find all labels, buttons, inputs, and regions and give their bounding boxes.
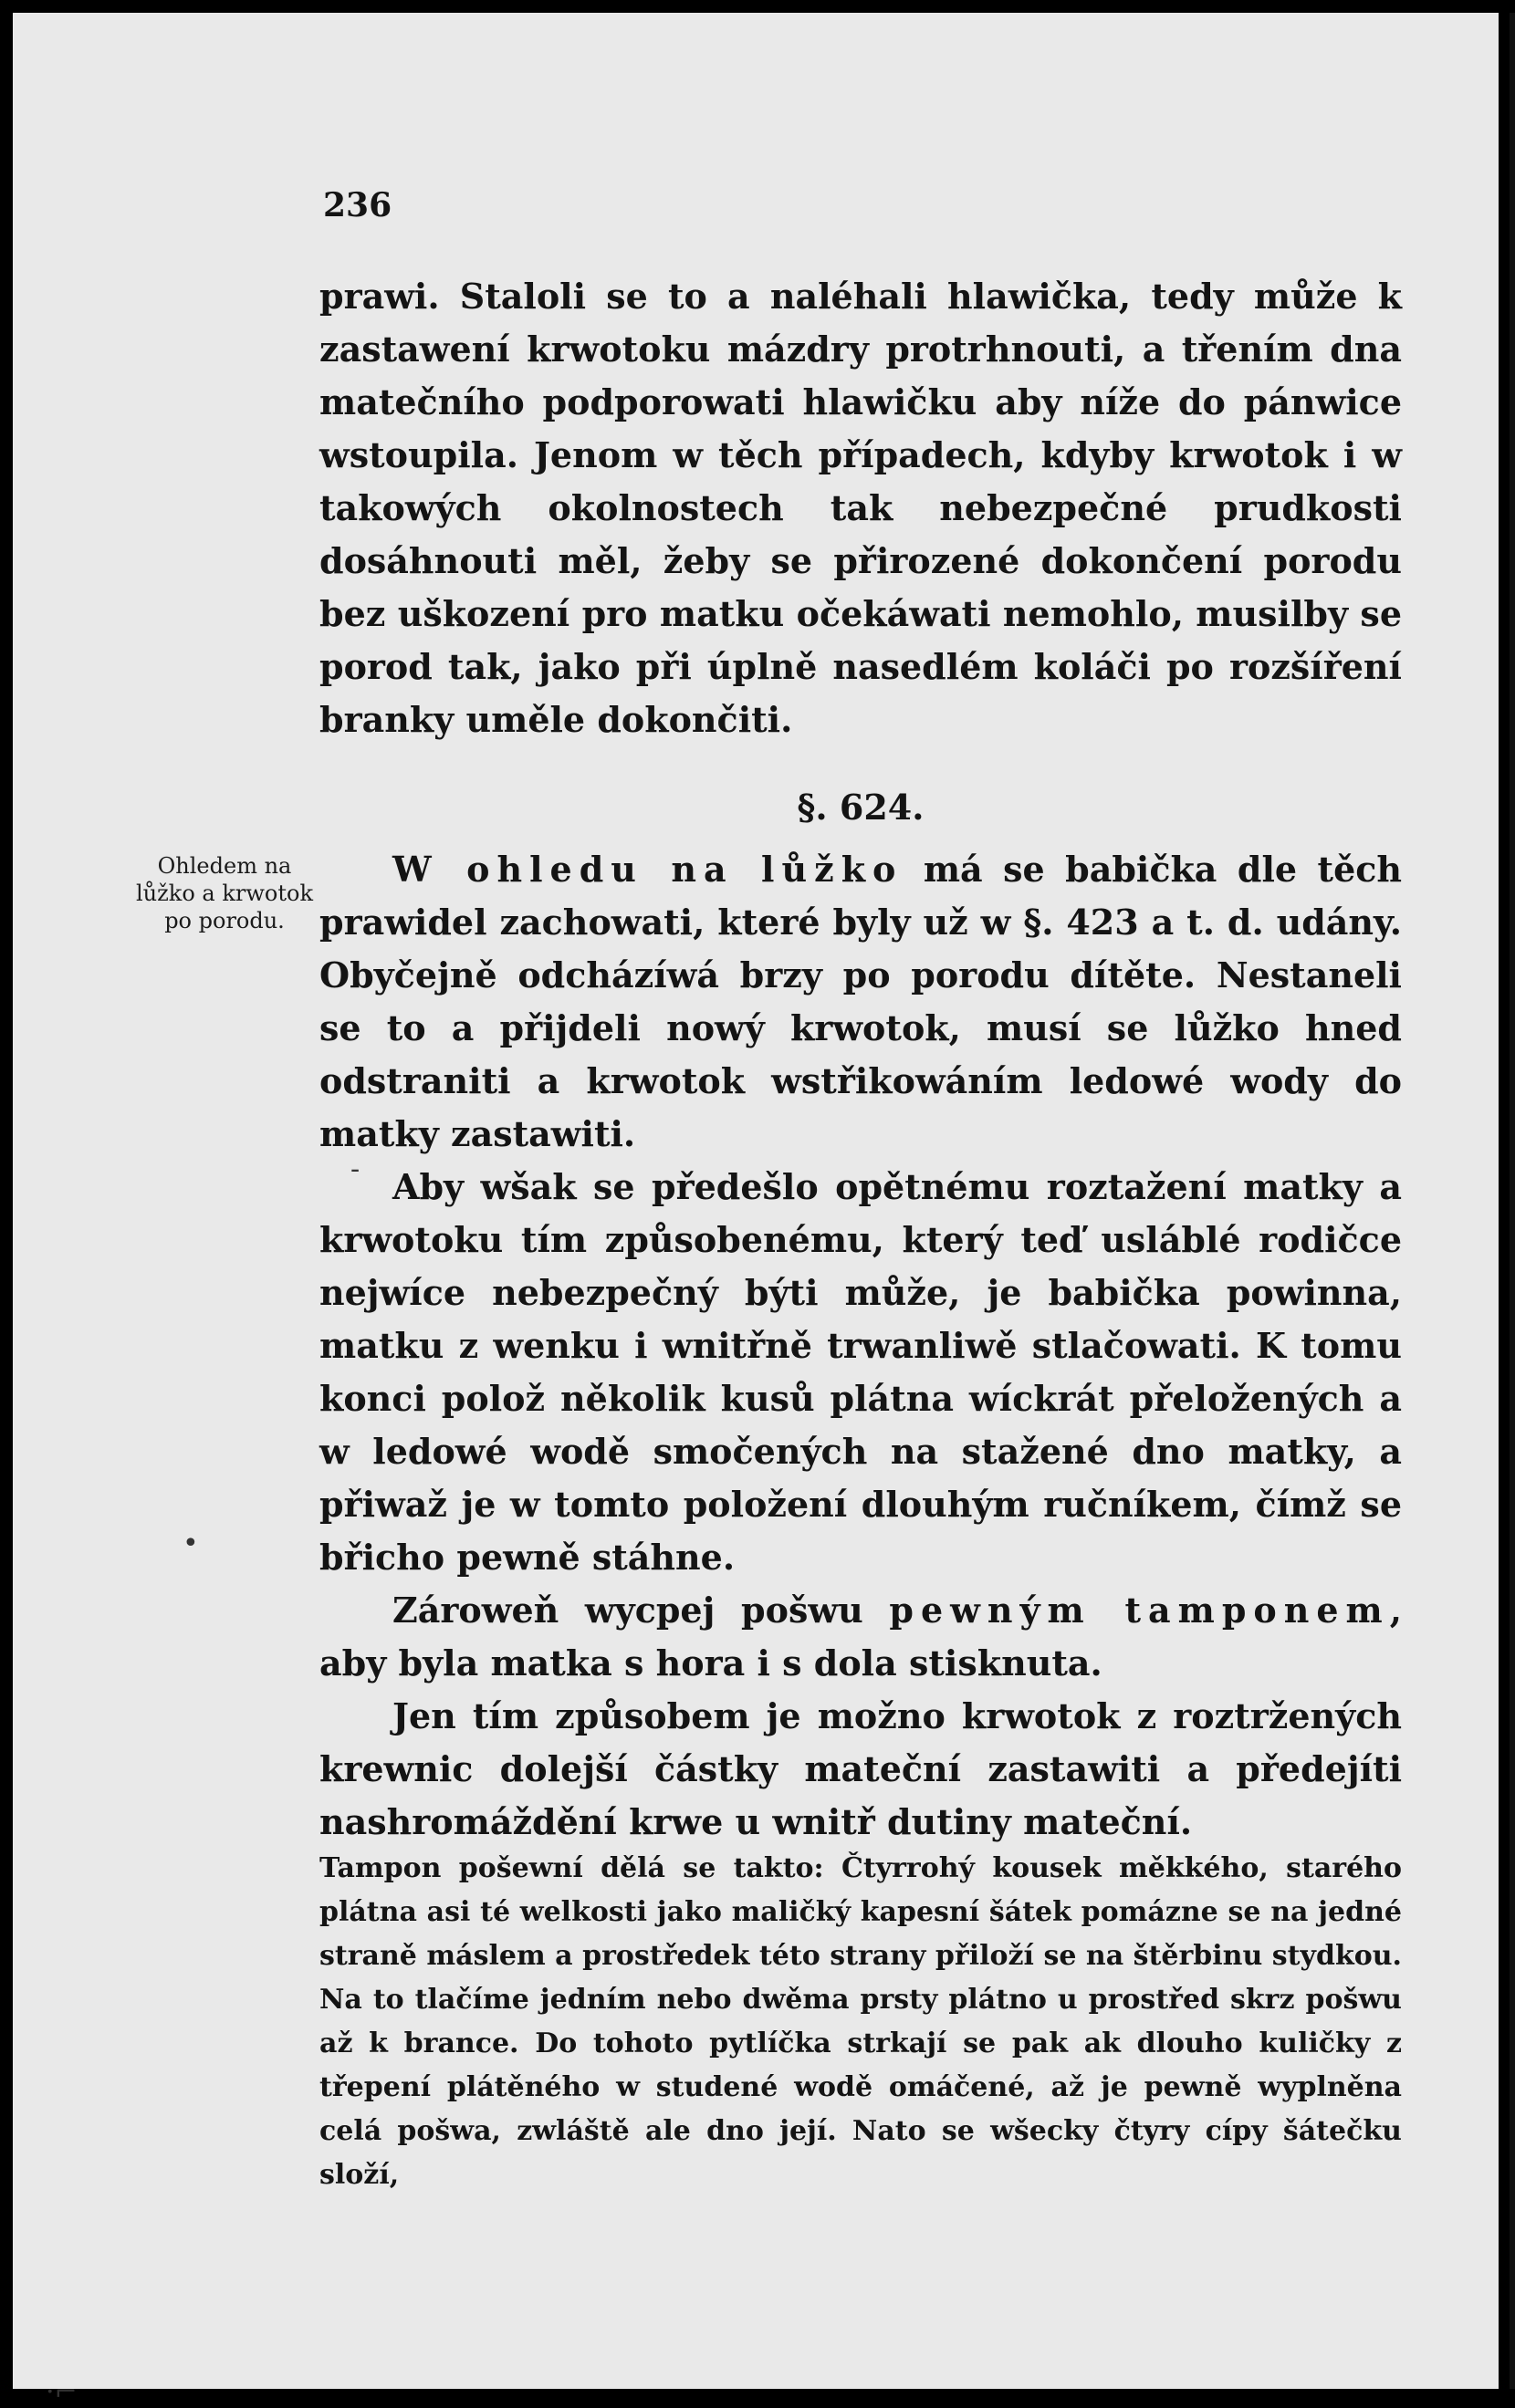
footnote: Tampon pošewní dělá se takto: Čtyrrohý kousek měkkého, starého plátna asi té welkosti jako maličký kapesní šátek pomázne se na jedné straně máslem a prostředek této strany přiloží se na štěrbinu stydkou. Na to tlačíme jedním nebo dwěma prsty plátno u prostřed skrz pošwu až k brance. Do tohoto pytlíčka strkají se pak ak dlouho kuličky z třepení plátěného w studené wodě omáčené, až je pewně wyplněna celá pošwa, zwláště ale dno její. Nato se wšecky čtyry cípy šátečku složí, (319, 1852, 1402, 2191)
paragraph-1-text: prawi. Staloli se to a naléhali hlawička, tedy může k zastawení krwotoku mázdry protrhnouti, a třením dna matečního podporowati hlawičku aby níže do pánwice wstoupila. Jenom w těch případech, kdyby krwotok i w takowých okolnostech tak nebezpečné prudkosti dosáhnouti měl, žeby se přirozené dokončení porodu bez uškození pro matku očekáwati nemohlo, musilby se porod tak, jako při úplně nasedlém koláči po rozšíření branky uměle dokončiti. (319, 276, 1402, 740)
page-edge (1510, 13, 1515, 2389)
margin-dash: - (350, 1153, 360, 1185)
page-number: 236 (323, 186, 392, 224)
paragraph-4-start: Zároweň wycpej pošwu (392, 1590, 890, 1631)
main-text-block (319, 843, 1402, 1849)
paragraph-2-rest: má se babička dle těch prawidel zachowati, které byly už w §. 423 a t. d. udány. Obyčejně odcházíwá brzy po porodu dítěte. Nestaneli se to a přijdeli nowý krwotok, musí se lůžko hned odstraniti a krwotok wstřikowáním ledowé wody do matky zastawiti. (319, 849, 1403, 1154)
book-page (13, 13, 1499, 2408)
corner-mark: ·⌐ (46, 2376, 78, 2408)
paragraph-2-lead: W ohledu na lůžko (392, 849, 904, 890)
paragraph-4-spaced: pewným tamponem (889, 1590, 1390, 1631)
paragraph-3: Aby wšak se předešlo opětnému roztažení matky a krwotoku tím způsobenému, který teď usláblé rodičce nejwíce nebezpečný býti může, je babička powinna, matku z wenku i wnitřně trwanliwě stlačowati. K tomu konci polož několik kusů plátna wíckrát přeložených a w ledowé wodě smočených na stažené dno matky, a přiwaž je w tomto položení dlouhým ručníkem, čímž se břicho pewně stáhne. (319, 1166, 1402, 1578)
paragraph-1 (319, 270, 1402, 746)
paragraph-4 (319, 1584, 1402, 1690)
marginal-note: Ohledem na lůžko a krwotok po porodu. (136, 853, 313, 933)
paragraph-2 (319, 843, 1402, 1161)
section-heading: §. 624. (797, 787, 925, 828)
margin-dot: • (183, 1527, 199, 1559)
paragraph-5: Jen tím způsobem je možno krwotok z roztržených krewnic dolejší částky mateční zastawiti a předejíti nashromáždění krwe u wnitř dutiny mateční. (319, 1695, 1402, 1842)
paragraph-4-end: , aby byla matka s hora i s dola stisknuta. (319, 1590, 1402, 1684)
